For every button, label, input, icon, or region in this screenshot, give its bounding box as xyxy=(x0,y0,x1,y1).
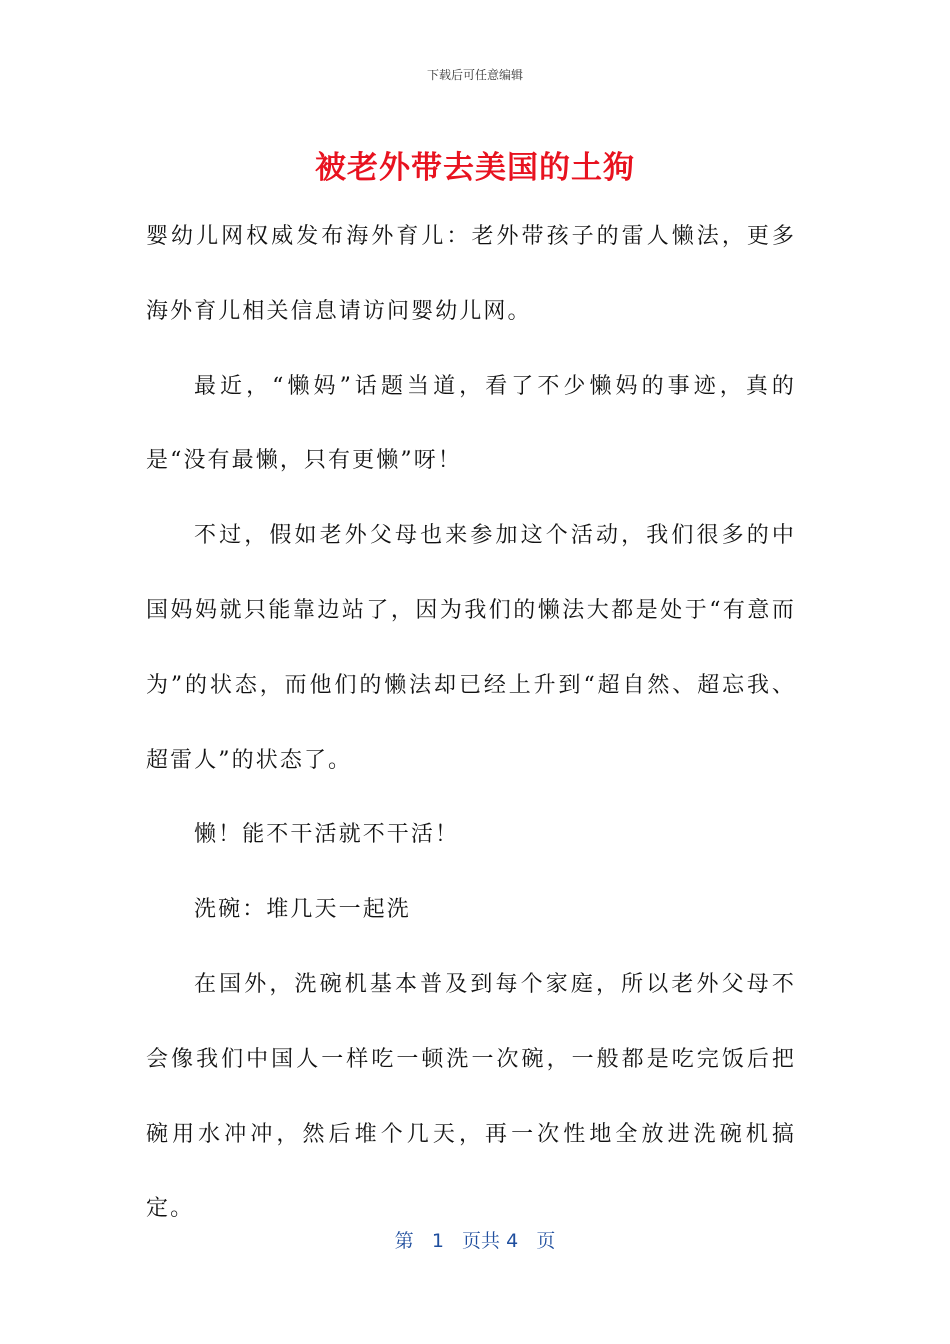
paragraph-dishes-heading: 洗碗：堆几天一起洗 xyxy=(194,897,411,923)
footer-page-label: 第 xyxy=(394,1230,414,1252)
document-body xyxy=(146,200,796,1247)
paragraph-lazy-heading: 懒！能不干活就不干活！ xyxy=(194,822,460,848)
header-note: 下载后可任意编辑 xyxy=(426,68,523,82)
paragraph-intro: 婴幼儿网权威发布海外育儿：老外带孩子的雷人懒法，更多海外育儿相关信息请访问婴幼儿网。 xyxy=(146,224,796,324)
paragraph-dishwasher: 在国外，洗碗机基本普及到每个家庭，所以老外父母不会像我们中国人一样吃一顿洗一次碗，一般都是吃完饭后把碗用水冲冲，然后堆个几天，再一次性地全放进洗碗机搞定。 xyxy=(146,971,796,1222)
document-title: 被老外带去美国的土狗 xyxy=(315,150,635,186)
footer-of-label: 页共 xyxy=(462,1230,501,1252)
footer-end-label: 页 xyxy=(536,1230,556,1252)
footer-current-page: 1 xyxy=(431,1230,444,1252)
footer-total-pages: 4 xyxy=(506,1230,519,1252)
page-footer xyxy=(0,1226,950,1253)
paragraph-lazy-mom: 最近，“懒妈”话题当道，看了不少懒妈的事迹，真的是“没有最懒，只有更懒”呀！ xyxy=(146,373,796,474)
paragraph-foreign-parents: 不过，假如老外父母也来参加这个活动，我们很多的中国妈妈就只能靠边站了，因为我们的懒法大都是处于“有意而为”的状态，而他们的懒法却已经上升到“超自然、超忘我、超雷人”的状态了。 xyxy=(146,523,796,773)
